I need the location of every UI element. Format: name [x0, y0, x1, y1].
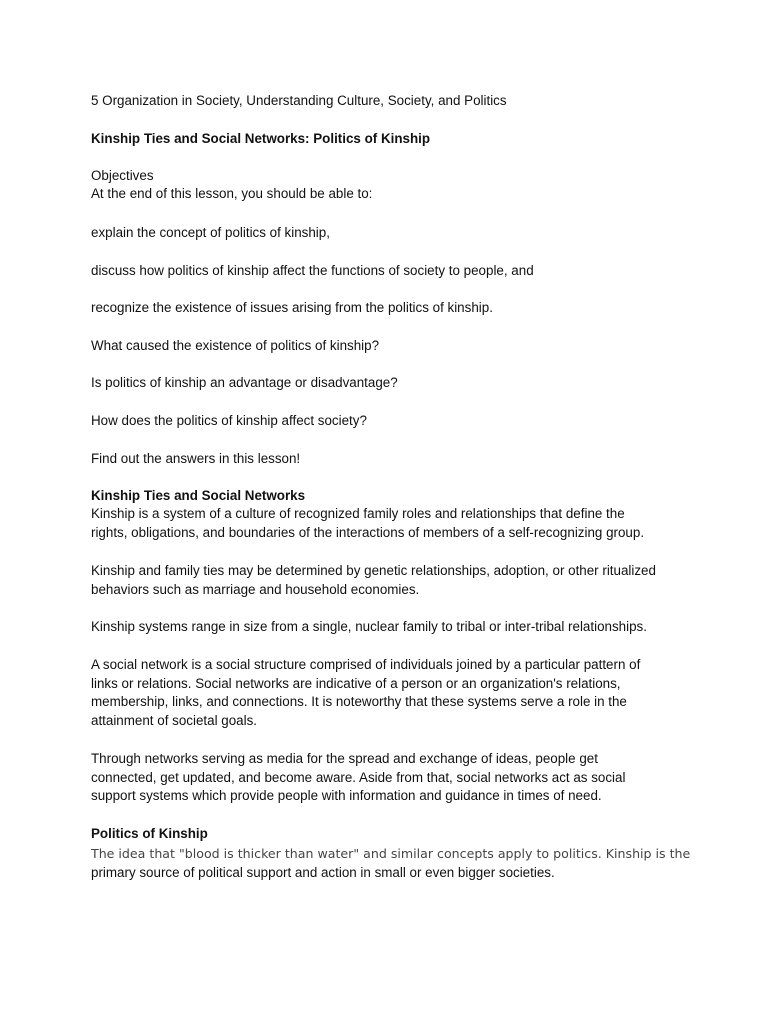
paragraph-kinship-ties	[91, 562, 691, 599]
section-heading-politics-of-kinship: Politics of Kinship	[91, 826, 208, 841]
paragraph-line: Kinship and family ties may be determined by genetic relationships, adoption, or other ritualized	[91, 563, 656, 578]
paragraph-politics-of-kinship	[91, 845, 691, 882]
objectives-intro: At the end of this lesson, you should be able to:	[91, 186, 373, 201]
paragraph-networks-media	[91, 750, 691, 806]
paragraph-line: Kinship systems range in size from a single, nuclear family to tribal or inter-tribal relationships.	[91, 619, 647, 634]
objective-item: discuss how politics of kinship affect the functions of society to people, and	[91, 263, 534, 278]
paragraph-kinship-systems	[91, 618, 691, 637]
paragraph-line: A social network is a social structure comprised of individuals joined by a particular pattern of	[91, 657, 641, 672]
objectives-heading: Objectives	[91, 168, 154, 183]
find-out-text: Find out the answers in this lesson!	[91, 451, 301, 466]
paragraph-line: rights, obligations, and boundaries of the interactions of members of a self-recognizing group.	[91, 524, 645, 540]
paragraph-line: support systems which provide people with information and guidance in times of need.	[91, 788, 602, 804]
paragraph-social-network	[91, 656, 691, 730]
paragraph-line: The idea that "blood is thicker than water" and similar concepts apply to politics. Kinship is the	[91, 846, 691, 861]
objective-item: recognize the existence of issues arising from the politics of kinship.	[91, 300, 493, 315]
paragraph-line: links or relations. Social networks are indicative of a person or an organization's relations,	[91, 675, 621, 691]
paragraph-line: Kinship is a system of a culture of recognized family roles and relationships that define the	[91, 506, 625, 521]
question-item: Is politics of kinship an advantage or disadvantage?	[91, 375, 398, 390]
paragraph-line: primary source of political support and action in small or even bigger societies.	[91, 864, 555, 880]
section-heading-kinship-ties: Kinship Ties and Social Networks	[91, 488, 306, 503]
paragraph-kinship-definition	[91, 505, 691, 542]
paragraph-line: attainment of societal goals.	[91, 712, 257, 728]
paragraph-line: connected, get updated, and become aware. Aside from that, social networks act as social	[91, 769, 626, 785]
paragraph-line: Through networks serving as media for the spread and exchange of ideas, people get	[91, 751, 598, 766]
paragraph-line: behaviors such as marriage and household economies.	[91, 581, 420, 597]
document-title: Kinship Ties and Social Networks: Politics of Kinship	[91, 131, 431, 146]
document-header: 5 Organization in Society, Understanding Culture, Society, and Politics	[91, 93, 507, 108]
question-item: How does the politics of kinship affect society?	[91, 413, 367, 428]
objective-item: explain the concept of politics of kinship,	[91, 225, 330, 240]
question-item: What caused the existence of politics of kinship?	[91, 338, 380, 353]
paragraph-line: membership, links, and connections. It is noteworthy that these systems serve a role in the	[91, 694, 627, 710]
